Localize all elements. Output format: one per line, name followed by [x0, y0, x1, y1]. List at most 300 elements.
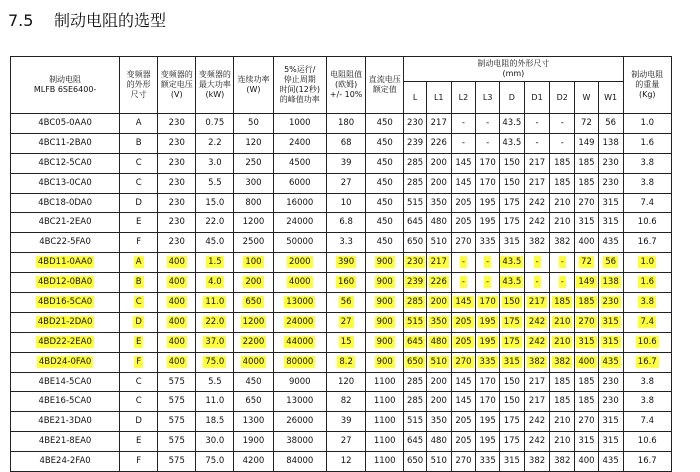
cell-value: 400: [578, 356, 595, 367]
cell-value: 150: [503, 296, 520, 307]
cell-value: -: [535, 137, 539, 148]
cell-value: 382: [554, 456, 571, 467]
cell-value: 195: [479, 436, 496, 447]
cell-value: 230: [602, 376, 619, 387]
cell-value: 450: [376, 237, 393, 248]
table-cell: [158, 173, 196, 193]
table-cell: [524, 352, 550, 372]
cell-value: 13000: [286, 396, 314, 407]
cell-value: 335: [479, 356, 496, 367]
table-cell: [158, 133, 196, 153]
table-cell: [499, 133, 524, 153]
cell-value: 3.8: [640, 177, 655, 188]
table-cell: [234, 273, 273, 293]
cell-value: 13000: [286, 296, 314, 307]
table-cell: [499, 293, 524, 313]
cell-value: 315: [602, 217, 619, 228]
table-cell: [499, 153, 524, 173]
table-cell: [598, 452, 623, 472]
table-cell: [158, 233, 196, 253]
table-cell: [598, 233, 623, 253]
cell-value: 575: [168, 396, 185, 407]
table-cell: [196, 452, 234, 472]
cell-value: 285: [406, 376, 424, 387]
table-row: [11, 213, 672, 233]
table-cell: [426, 392, 451, 412]
cell-value: 270: [455, 237, 472, 248]
cell-value: 145: [455, 376, 472, 387]
table-cell: [120, 412, 158, 432]
table-cell: [499, 412, 524, 432]
table-cell: [623, 332, 672, 352]
table-cell: [524, 213, 550, 233]
cell-value: 2200: [242, 336, 265, 347]
cell-value: F: [136, 356, 142, 367]
table-row: [11, 273, 672, 293]
table-cell: [476, 133, 500, 153]
table-cell: [598, 332, 623, 352]
table-cell: [451, 233, 476, 253]
table-cell: [196, 114, 234, 134]
table-cell: [451, 173, 476, 193]
table-cell: [499, 452, 524, 472]
cell-value: 175: [503, 336, 520, 347]
table-cell: [426, 412, 451, 432]
section-heading: [8, 8, 166, 34]
cell-value: 575: [168, 416, 185, 427]
table-cell: [623, 432, 672, 452]
table-cell: [234, 114, 273, 134]
table-cell: [623, 133, 672, 153]
table-cell: [598, 193, 623, 213]
cell-value: 68: [340, 137, 352, 148]
cell-value: 185: [578, 396, 595, 407]
header-dim-l3: L3: [476, 82, 500, 114]
table-cell: [451, 312, 476, 332]
table-cell: [623, 273, 672, 293]
cell-value: 575: [168, 436, 185, 447]
table-cell: [158, 293, 196, 313]
table-cell: [234, 392, 273, 412]
cell-value: 10.6: [637, 436, 657, 447]
cell-value: 226: [430, 137, 447, 148]
cell-value: 120: [337, 376, 355, 387]
table-cell: [366, 193, 404, 213]
cell-value: 285: [406, 157, 424, 168]
cell-value: 30.0: [205, 436, 225, 447]
header-dc-voltage: 直流电压 额定值: [366, 57, 404, 114]
table-cell: [575, 392, 599, 412]
table-cell: [575, 432, 599, 452]
cell-value: A: [135, 117, 142, 128]
table-cell: [575, 193, 599, 213]
table-cell: [499, 114, 524, 134]
cell-value: 350: [430, 197, 447, 208]
table-cell: [273, 253, 327, 273]
table-cell: [623, 372, 672, 392]
table-cell: [404, 392, 427, 412]
cell-value: 37.0: [205, 336, 225, 347]
cell-value: 3.8: [640, 396, 655, 407]
table-cell: [623, 213, 672, 233]
cell-value: 205: [455, 416, 472, 427]
table-cell: [158, 253, 196, 273]
cell-value: 270: [578, 316, 595, 327]
cell-value: 4BE16-5CA0: [38, 396, 92, 407]
table-cell: [451, 432, 476, 452]
header-dimensions-group: 制动电阻的外形尺寸 (mm): [404, 57, 623, 82]
table-cell: [234, 432, 273, 452]
table-row: [11, 133, 672, 153]
cell-value: 1.6: [640, 137, 655, 148]
table-cell: [476, 293, 500, 313]
table-cell: [550, 372, 575, 392]
table-cell: [234, 352, 273, 372]
cell-value: 185: [554, 376, 571, 387]
cell-value: 0.75: [205, 117, 225, 128]
cell-model: [11, 372, 120, 392]
table-cell: [575, 332, 599, 352]
cell-value: 10.6: [637, 217, 657, 228]
cell-value: 200: [430, 157, 447, 168]
cell-value: 435: [602, 456, 619, 467]
cell-value: 515: [406, 316, 424, 327]
cell-value: 24000: [286, 217, 314, 228]
table-row: [11, 233, 672, 253]
cell-value: 230: [406, 257, 424, 268]
cell-value: 515: [406, 416, 424, 427]
cell-value: 575: [168, 376, 185, 387]
cell-value: 50000: [286, 237, 314, 248]
cell-value: 2400: [288, 137, 311, 148]
table-cell: [196, 193, 234, 213]
table-cell: [158, 213, 196, 233]
table-cell: [234, 233, 273, 253]
table-row: [11, 352, 672, 372]
table-cell: [327, 332, 366, 352]
table-cell: [451, 153, 476, 173]
table-cell: [120, 233, 158, 253]
cell-value: 185: [554, 396, 571, 407]
cell-value: 210: [554, 217, 571, 228]
cell-value: 10.6: [637, 336, 657, 347]
table-cell: [234, 332, 273, 352]
cell-value: 217: [528, 396, 546, 407]
table-cell: [120, 372, 158, 392]
table-cell: [366, 173, 404, 193]
cell-value: 5.5: [208, 177, 222, 188]
cell-value: 800: [245, 197, 262, 208]
table-cell: [404, 213, 427, 233]
cell-value: C: [135, 376, 142, 387]
cell-value: 27: [340, 316, 352, 327]
table-cell: [598, 273, 623, 293]
cell-value: -: [486, 277, 490, 288]
table-cell: [524, 432, 550, 452]
cell-value: 230: [168, 137, 185, 148]
table-cell: [273, 133, 327, 153]
cell-value: 43.5: [502, 277, 522, 288]
cell-value: 205: [455, 316, 472, 327]
cell-value: 4BD22-2EA0: [38, 336, 92, 347]
cell-value: 6000: [288, 177, 311, 188]
table-cell: [550, 412, 575, 432]
cell-value: 27: [340, 177, 352, 188]
table-cell: [524, 273, 550, 293]
cell-value: 12: [340, 456, 352, 467]
cell-value: 50: [248, 117, 259, 128]
table-cell: [234, 452, 273, 472]
cell-value: -: [535, 117, 539, 128]
table-cell: [234, 173, 273, 193]
table-cell: [273, 273, 327, 293]
table-cell: [327, 114, 366, 134]
header-max-power: 变频器的 最大功率 (kW): [196, 57, 234, 114]
table-cell: [366, 114, 404, 134]
cell-value: 510: [430, 356, 447, 367]
cell-value: 200: [430, 396, 447, 407]
table-cell: [623, 114, 672, 134]
cell-model: [11, 452, 120, 472]
cell-value: 315: [602, 316, 619, 327]
cell-value: 15: [340, 336, 352, 347]
table-cell: [158, 412, 196, 432]
cell-value: 435: [602, 356, 619, 367]
table-cell: [476, 372, 500, 392]
table-cell: [598, 173, 623, 193]
table-cell: [476, 193, 500, 213]
table-cell: [575, 372, 599, 392]
table-cell: [524, 293, 550, 313]
cell-value: 315: [602, 416, 619, 427]
table-cell: [524, 392, 550, 412]
cell-value: 145: [455, 396, 472, 407]
table-cell: [366, 452, 404, 472]
cell-value: 15.0: [205, 197, 225, 208]
header-dim-d1: D1: [524, 82, 550, 114]
cell-value: F: [136, 456, 142, 467]
cell-model: [11, 233, 120, 253]
cell-value: 84000: [286, 456, 314, 467]
table-cell: [196, 293, 234, 313]
table-cell: [327, 153, 366, 173]
table-cell: [366, 412, 404, 432]
cell-value: 900: [376, 296, 393, 307]
cell-value: 150: [503, 157, 520, 168]
table-cell: [575, 293, 599, 313]
table-cell: [158, 392, 196, 412]
cell-value: 400: [578, 237, 595, 248]
cell-value: 510: [430, 456, 447, 467]
header-dim-l2: L2: [451, 82, 476, 114]
table-cell: [426, 153, 451, 173]
table-row: [11, 293, 672, 313]
table-cell: [575, 153, 599, 173]
cell-value: 210: [554, 416, 571, 427]
header-model: 制动电阻 MLFB 6SE6400-: [11, 57, 120, 114]
cell-value: 4BC22-5FA0: [39, 237, 91, 248]
table-cell: [273, 193, 327, 213]
cell-value: 900: [376, 356, 393, 367]
cell-value: 120: [245, 137, 262, 148]
cell-value: 22.0: [205, 217, 225, 228]
cell-value: 210: [554, 316, 571, 327]
cell-value: 270: [578, 197, 595, 208]
table-cell: [598, 153, 623, 173]
cell-value: 4BC12-5CA0: [38, 157, 92, 168]
cell-value: 175: [503, 217, 520, 228]
table-cell: [327, 392, 366, 412]
table-cell: [404, 352, 427, 372]
cell-value: 900: [376, 316, 393, 327]
cell-value: 217: [528, 376, 546, 387]
cell-value: 230: [168, 217, 185, 228]
table-cell: [575, 253, 599, 273]
table-cell: [196, 392, 234, 412]
table-cell: [524, 233, 550, 253]
table-cell: [550, 452, 575, 472]
cell-value: 175: [503, 316, 520, 327]
table-row: [11, 332, 672, 352]
cell-value: 39: [340, 416, 352, 427]
cell-value: -: [461, 257, 465, 268]
table-row: [11, 392, 672, 412]
table-cell: [196, 233, 234, 253]
cell-value: 400: [168, 257, 185, 268]
table-cell: [426, 352, 451, 372]
cell-value: 230: [602, 396, 619, 407]
cell-value: 650: [406, 237, 424, 248]
cell-value: 1.5: [208, 257, 222, 268]
cell-value: 1.6: [640, 277, 655, 288]
table-cell: [550, 332, 575, 352]
table-cell: [499, 432, 524, 452]
cell-value: 170: [479, 396, 496, 407]
table-cell: [273, 153, 327, 173]
table-cell: [598, 432, 623, 452]
cell-value: 160: [337, 277, 355, 288]
table-cell: [476, 153, 500, 173]
table-cell: [158, 153, 196, 173]
table-cell: [598, 293, 623, 313]
cell-value: -: [486, 117, 490, 128]
cell-model: [11, 193, 120, 213]
table-cell: [196, 213, 234, 233]
cell-value: 39: [340, 157, 352, 168]
cell-value: 10: [340, 197, 352, 208]
cell-value: 480: [430, 217, 447, 228]
table-cell: [550, 133, 575, 153]
cell-value: 185: [578, 157, 595, 168]
table-cell: [499, 332, 524, 352]
table-cell: [575, 352, 599, 372]
table-cell: [575, 312, 599, 332]
table-cell: [273, 432, 327, 452]
cell-value: 4BD21-2DA0: [37, 316, 93, 327]
cell-value: 185: [578, 177, 595, 188]
table-cell: [120, 273, 158, 293]
cell-value: 27: [340, 436, 352, 447]
table-cell: [120, 133, 158, 153]
cell-value: -: [560, 117, 564, 128]
table-cell: [426, 332, 451, 352]
cell-value: 645: [406, 217, 424, 228]
cell-value: 185: [554, 177, 571, 188]
table-cell: [120, 352, 158, 372]
table-cell: [327, 173, 366, 193]
cell-value: 185: [554, 157, 571, 168]
cell-value: 242: [528, 416, 546, 427]
cell-value: 138: [602, 137, 619, 148]
table-row: [11, 452, 672, 472]
table-cell: [196, 372, 234, 392]
cell-value: 170: [479, 157, 496, 168]
cell-value: 230: [406, 117, 424, 128]
cell-value: 450: [376, 197, 393, 208]
table-cell: [366, 253, 404, 273]
table-cell: [598, 114, 623, 134]
table-cell: [234, 253, 273, 273]
table-cell: [273, 452, 327, 472]
cell-value: 7.4: [640, 416, 655, 427]
cell-model: [11, 312, 120, 332]
cell-model: [11, 392, 120, 412]
table-row: [11, 412, 672, 432]
cell-value: 170: [479, 296, 496, 307]
cell-value: 480: [430, 436, 447, 447]
table-cell: [273, 412, 327, 432]
cell-value: 145: [455, 296, 472, 307]
table-cell: [451, 273, 476, 293]
table-cell: [524, 452, 550, 472]
cell-value: 6.8: [339, 217, 353, 228]
table-cell: [524, 193, 550, 213]
cell-value: E: [135, 436, 142, 447]
cell-value: 285: [406, 296, 424, 307]
cell-value: 350: [430, 416, 447, 427]
cell-value: 250: [245, 157, 262, 168]
table-cell: [426, 452, 451, 472]
cell-value: 100: [245, 257, 262, 268]
table-cell: [550, 173, 575, 193]
cell-value: 4BE14-5CA0: [38, 376, 92, 387]
cell-value: 1300: [242, 416, 265, 427]
cell-value: E: [135, 217, 142, 228]
table-cell: [451, 213, 476, 233]
table-cell: [550, 153, 575, 173]
cell-value: -: [461, 137, 465, 148]
table-cell: [158, 193, 196, 213]
cell-value: 16.7: [637, 237, 657, 248]
cell-value: 18.5: [205, 416, 225, 427]
table-cell: [327, 412, 366, 432]
cell-value: 335: [479, 237, 496, 248]
table-cell: [327, 133, 366, 153]
cell-value: 200: [430, 296, 447, 307]
cell-value: 4200: [242, 456, 265, 467]
cell-model: [11, 332, 120, 352]
table-cell: [273, 293, 327, 313]
cell-value: A: [135, 257, 142, 268]
table-cell: [366, 392, 404, 412]
cell-value: 242: [528, 316, 546, 327]
cell-value: 3.8: [640, 296, 655, 307]
table-cell: [327, 293, 366, 313]
cell-value: 315: [578, 336, 595, 347]
cell-value: 5.5: [208, 376, 222, 387]
cell-model: [11, 432, 120, 452]
cell-value: 400: [168, 277, 185, 288]
